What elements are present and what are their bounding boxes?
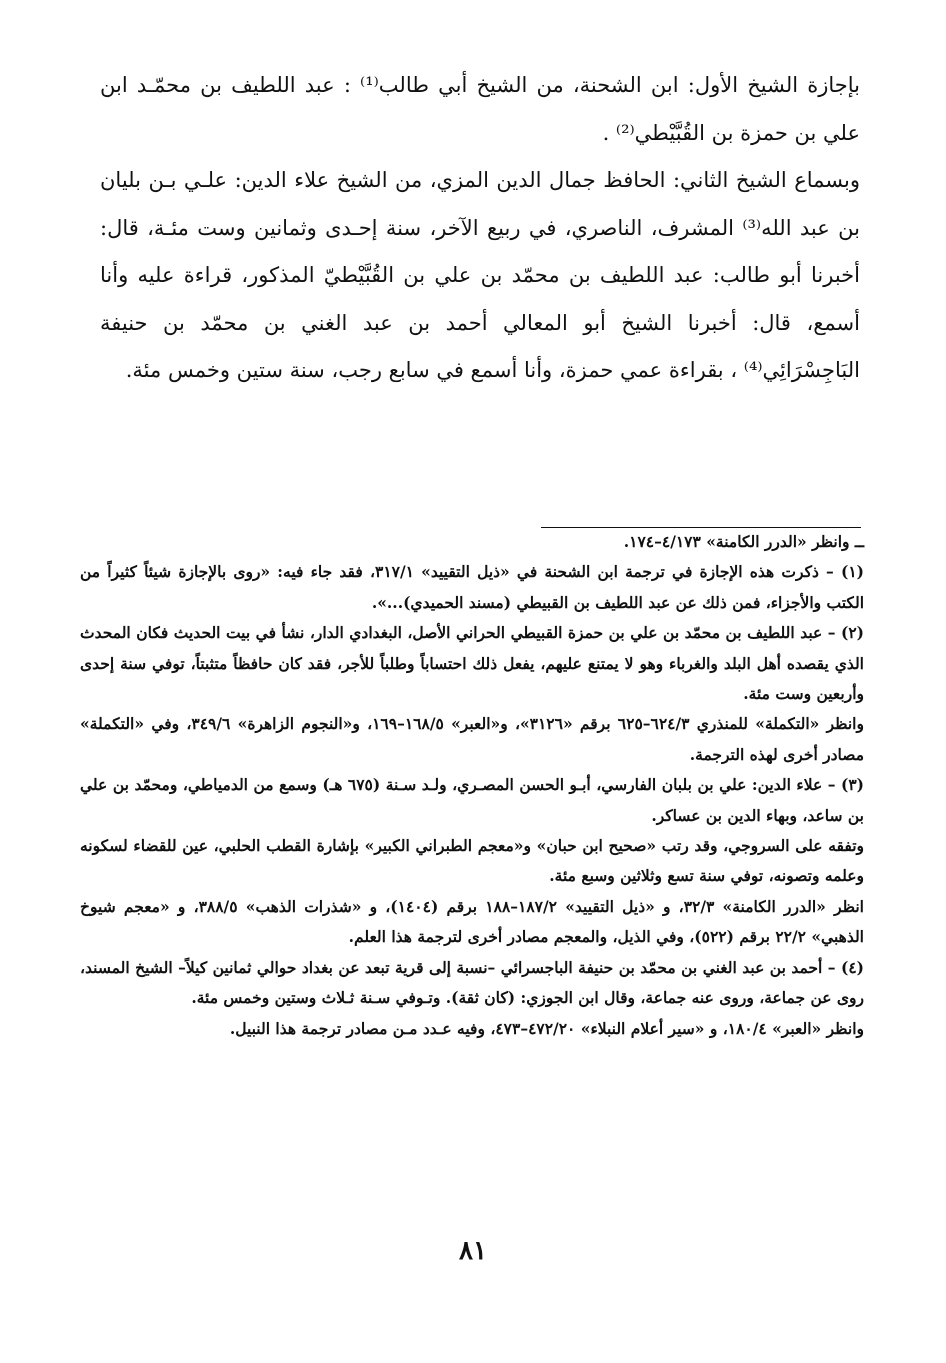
footnote-2-sources: وانظر «التكملة» للمنذري ٦٢٤/٣–٦٢٥ برقم «٣١٢٦»، و«العبر» ١٦٨/٥–١٦٩، و«النجوم الزاهرة» ٣٤٩/٦، وفي «التكملة» مصادر أخرى لهذه الترجمة. — [80, 714, 864, 764]
footnote-3: (٣) – علاء الدين: علي بن بلبان الفارسي، أبـو الحسن المصـري، ولـد سـنة (٦٧٥ هـ) وسمع من الدمياطي، ومحمّد بن علي بن ساعد، وبهاء الدين بن عساكر. — [80, 775, 864, 825]
footnote-continuation: ــ وانظر «الدرر الكامنة» ٤/١٧٣–١٧٤. — [623, 532, 864, 551]
footnote-4-sources: وانظر «العبر» ١٨٠/٤، و «سير أعلام النبلاء» ٤٧٢/٢٠–٤٧٣، وفيه عـدد مـن مصادر ترجمة هذا النبيل. — [229, 1018, 864, 1038]
main-paragraph-2: وبسماع الشيخ الثاني: الحافظ جمال الدين المزي، من الشيخ علاء الدين: علـي بـن بليان بن عبد الله⁽³⁾ المشرف، الناصري، في ربيع الآخر، سنة إحـدى وثمانين وست مئـة، قال: أخبرنا أبو طالب: عبد اللطيف بن محمّد بن علي بن القُبَّيْطيّ المذكور، قراءة عليه وأنا أسمع، قال: أخبرنا الشيخ أبو المعالي أحمد بن عبد الغني بن محمّد بن حنيفة البَاجِسْرَائِي⁽⁴⁾ ، بقراءة عمي حمزة، وأنا أسمع في سابع رجب، سنة ستين وخمس مئة. — [100, 168, 860, 382]
footnote-4: (٤) – أحمد بن عبد الغني بن محمّد بن حنيفة الباجسرائي –نسبة إلى قرية تبعد عن بغداد حوالي ثمانين كيلاً– الشيخ المسند، روى عن جماعة، وروى عنه جماعة، وقال ابن الجوزي: (كان ثقة). وتـوفي سـنة ثـلاث وستين وخمس مئة. — [80, 957, 864, 1008]
footnote-3-continued: وتفقه على السروجي، وقد رتب «صحيح ابن حبان» و«معجم الطبراني الكبير» بإشارة القطب الحلبي، عين للقضاء لسكونه وعلمه وتصونه، توفي سنة تسع وثلاثين وسبع مئة. — [80, 836, 864, 886]
footnote-1: (١) – ذكرت هذه الإجازة في ترجمة ابن الشحنة في «ذيل التقييد» ٣١٧/١، فقد جاء فيه: «روى بالإجازة شيئاً كثيراً من الكتب والأجزاء، فمن ذلك عن عبد اللطيف بن القبيطي (مسند الحميدي)...». — [80, 562, 864, 612]
footnote-2: (٢) – عبد اللطيف بن محمّد بن علي بن حمزة القبيطي الحراني الأصل، البغدادي الدار، نشأ في بيت الحديث فكان المحدث الذي يقصده أهل البلد والغرباء وهو لا يمتنع عليهم، يفعل ذلك احتساباً وطلباً للأجر، فقد كان حافظاً متثبتاً، توفي سنة إحدى وأربعين وست مئة. — [80, 623, 864, 704]
main-text — [100, 62, 860, 395]
footnotes — [80, 527, 864, 1044]
main-paragraph-1: بإجازة الشيخ الأول: ابن الشحنة، من الشيخ أبي طالب⁽¹⁾ : عبد اللطيف بن محمّـد ابن علي بن حمزة بن القُبَّيْطي⁽²⁾ . — [100, 73, 860, 145]
page-number: ٨١ — [459, 1236, 487, 1266]
footnote-3-sources: انظر «الدرر الكامنة» ٣٢/٣، و «ذيل التقييد» ١٨٧/٢–١٨٨ برقم (١٤٠٤)، و «شذرات الذهب» ٣٨٨/٥، و «معجم شيوخ الذهبي» ٢٢/٢ برقم (٥٢٢)، وفي الذيل، والمعجم مصادر أخرى لترجمة هذا العلم. — [80, 896, 864, 947]
